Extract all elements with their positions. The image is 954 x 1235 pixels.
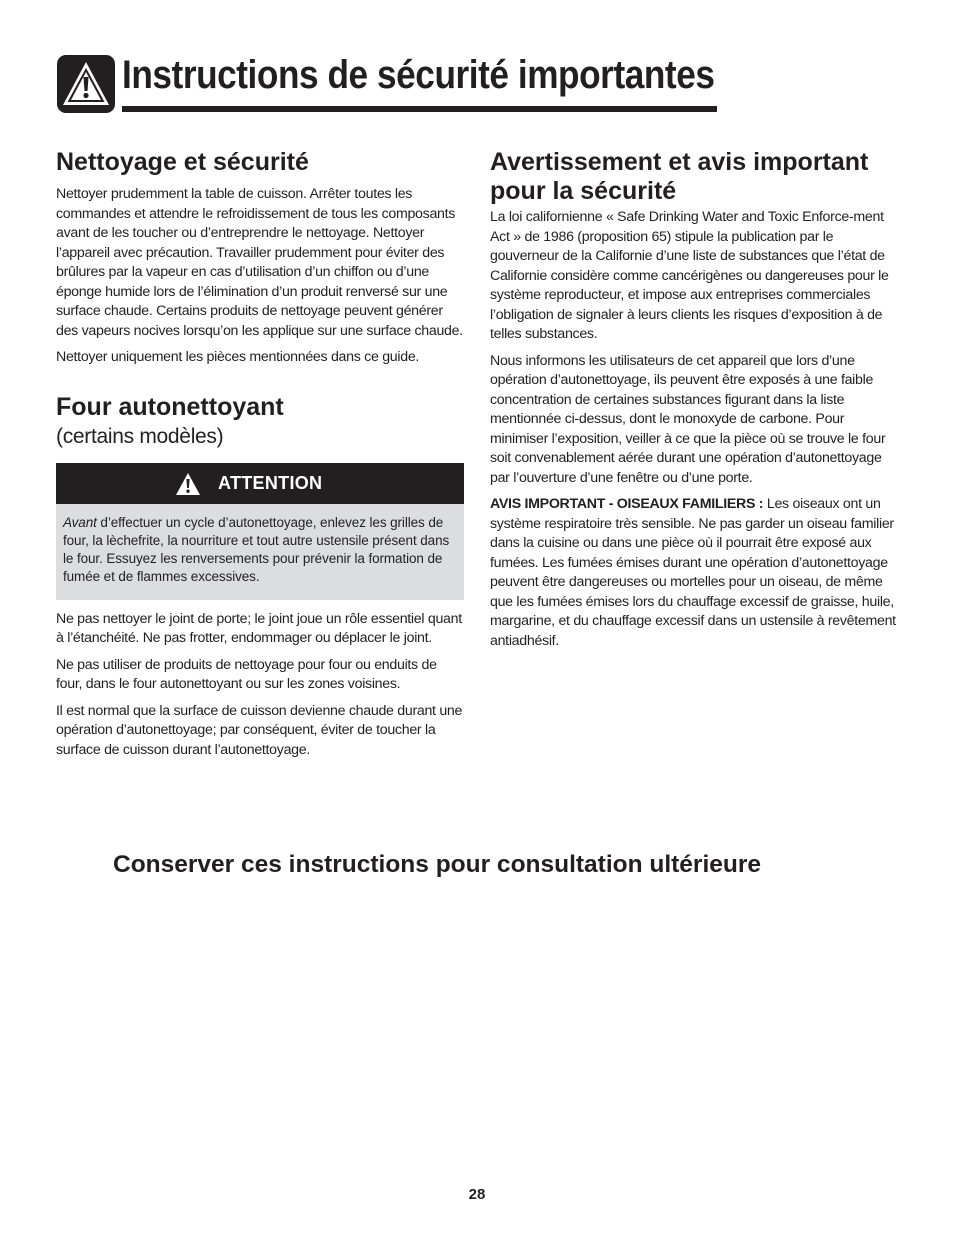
birds-notice-text: Les oiseaux ont un système respiratoire très sensible. Ne pas garder un oiseau familier dans la cuisine ou dans une pièce où il pourrait être exposé aux fumées. Les fumées émises durant une opération d’autonettoyage peuvent être dangereuses ou mortelles pour un oiseau, de même que les fumées émises lors du chauffage excessif de graisse, huile, margarine, et du chauffage excessif dans un ustensile à revêtement antiadhésif. <box>490 496 896 649</box>
warning-icon <box>57 55 115 113</box>
cleaning-paragraph-2: Nettoyer uniquement les pièces mentionnées dans ce guide. <box>56 349 420 365</box>
oven-paragraph-1: Ne pas nettoyer le joint de porte; le joint joue un rôle essentiel quant à l’étanchéité. Ne pas frotter, endommager ou déplacer le joint. <box>56 610 462 646</box>
keep-instructions-note: Conserver ces instructions pour consultation ultérieure <box>113 851 762 878</box>
page-header <box>57 55 717 115</box>
exposure-paragraph: Nous informons les utilisateurs de cet appareil que lors d’une opération d’autonettoyage, ils peuvent être exposés à une faible concentration de certaines substances figurant dans la liste mentionnée ci-dessus, dont le monoxyde de carbone. Pour minimiser l’exposition, veiller à ce que la pièce où se trouve le four soit convenablement aérée durant une opération d’autonettoyage par l’ouverture d’une fenêtre ou d’une porte. <box>490 352 886 486</box>
warning-heading: Avertissement et avis important pour la sécurité <box>490 148 869 205</box>
attention-label: ATTENTION <box>218 472 323 493</box>
page-title: Instructions de sécurité importantes <box>122 53 715 97</box>
prop65-paragraph: La loi californienne « Safe Drinking Water and Toxic Enforce-ment Act » de 1986 (proposition 65) stipule la publication par le gouverneur de la Californie d’une liste de substances que l’état de Californie considère comme cancérigènes ou dangereuses pour le système reproducteur, et impose aux entreprises commerciales l’obligation de signaler à leurs clients les risques d’exposition à de telles substances. <box>490 209 889 342</box>
page-number: 28 <box>468 1186 486 1203</box>
attention-banner <box>56 463 464 504</box>
oven-subheading: (certains modèles) <box>56 424 224 448</box>
birds-notice-label: AVIS IMPORTANT - OISEAUX FAMILIERS : <box>490 496 764 512</box>
attention-text-rest: d’effectuer un cycle d’autonettoyage, enlevez les grilles de four, la lèchefrite, la nourriture et tout autre ustensile présent dans le four. Essuyez les renversements pour prévenir la formation de fumée et de flammes excessives. <box>63 514 450 584</box>
title-underline <box>122 106 717 112</box>
oven-heading: Four autonettoyant <box>56 392 284 421</box>
oven-paragraph-2: Ne pas utiliser de produits de nettoyage pour four ou enduits de four, dans le four autonettoyant ou sur les zones voisines. <box>56 656 437 692</box>
cleaning-paragraph-1: Nettoyer prudemment la table de cuisson. Arrêter toutes les commandes et attendre le refroidissement de tous les composants avant de les toucher ou d’entreprendre le nettoyage. Nettoyer l’appareil avec précaution. Travailler prudemment pour éviter des brûlures par la vapeur en cas d’utilisation d’un chiffon ou d’une éponge humide lors de l’élimination d’un produit renversé sur une surface chaude. Certains produits de nettoyage peuvent générer des vapeurs nocives lorsqu’on les applique sur une surface chaude. <box>56 186 463 339</box>
attention-body <box>56 504 464 600</box>
attention-text <box>63 514 456 586</box>
attention-warning-icon <box>175 472 201 496</box>
attention-text-italic: Avant <box>63 514 97 530</box>
cleaning-heading: Nettoyage et sécurité <box>56 148 309 176</box>
left-column <box>56 148 464 760</box>
right-column <box>490 148 900 651</box>
oven-paragraph-3: Il est normal que la surface de cuisson devienne chaude durant une opération d’autonettoyage; par conséquent, éviter de toucher la surface de cuisson durant l’autonettoyage. <box>56 702 463 758</box>
birds-paragraph <box>490 495 900 651</box>
